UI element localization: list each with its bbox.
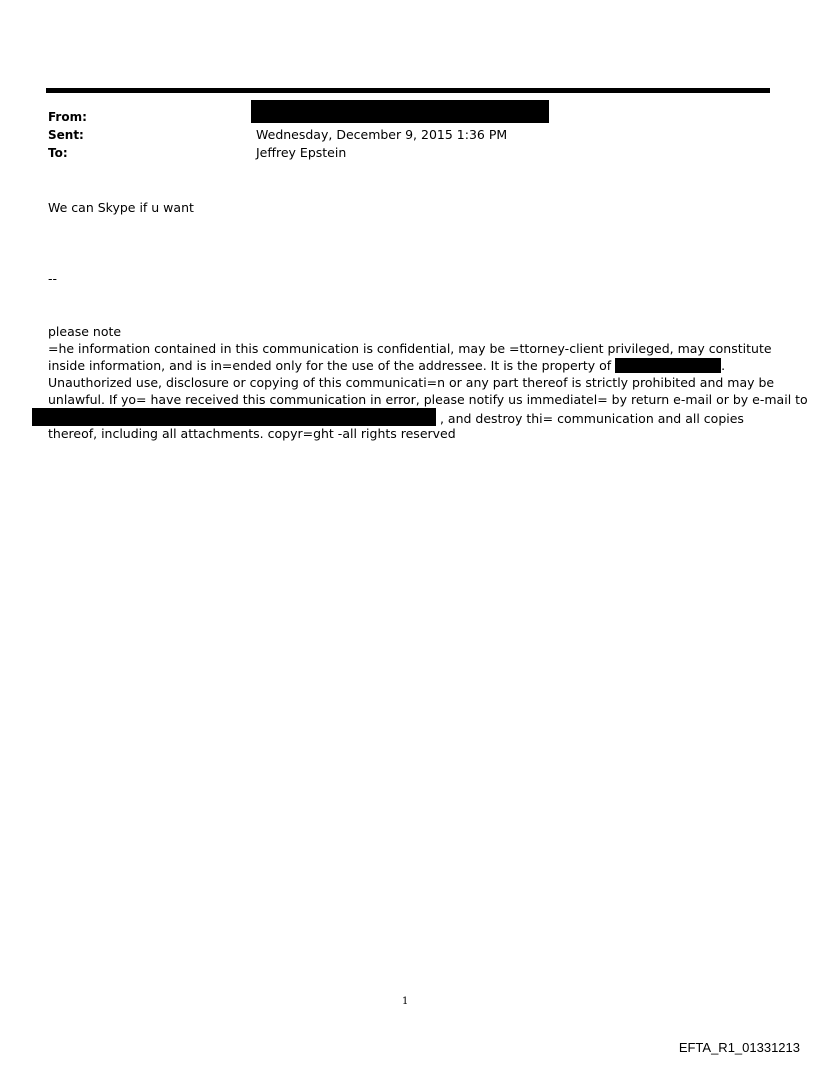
disclaimer-line-6: thereof, including all attachments. copyr=ght -all rights reserved: [48, 426, 456, 441]
to-label: To:: [48, 146, 68, 160]
disclaimer-heading: please note: [48, 324, 122, 339]
disclaimer-text: [48, 340, 808, 442]
signature-separator: --: [48, 271, 58, 286]
sent-value: Wednesday, December 9, 2015 1:36 PM: [256, 127, 508, 142]
disclaimer-line-1: =he information contained in this communication is confidential, may be =ttorney-client privileged, may constitute: [48, 341, 772, 356]
disclaimer-line-5-text: , and destroy thi= communication and all copies: [439, 411, 744, 426]
from-label: From:: [48, 110, 87, 124]
header-rule: [46, 88, 770, 93]
disclaimer-line-2-end: .: [721, 358, 726, 373]
disclaimer-line-2: [48, 357, 773, 374]
disclaimer-line-5: [48, 408, 773, 425]
bates-number: EFTA_R1_01331213: [678, 1040, 800, 1055]
message-body: We can Skype if u want: [48, 200, 194, 215]
sent-label: Sent:: [48, 128, 84, 142]
disclaimer-line-2-text: inside information, and is in=ended only for the use of the addressee. It is the property of: [48, 358, 612, 373]
disclaimer-line-4: unlawful. If yo= have received this communication in error, please notify us immediatel= by return e-mail or by e-mail to: [48, 392, 808, 407]
disclaimer-line-3: Unauthorized use, disclosure or copying of this communicati=n or any part thereof is strictly prohibited and may be: [48, 375, 775, 390]
page-number: 1: [402, 996, 409, 1007]
redacted-email: [32, 408, 436, 426]
redacted-company: [615, 358, 721, 373]
to-value: Jeffrey Epstein: [256, 145, 347, 160]
redacted-sender: [251, 100, 549, 123]
